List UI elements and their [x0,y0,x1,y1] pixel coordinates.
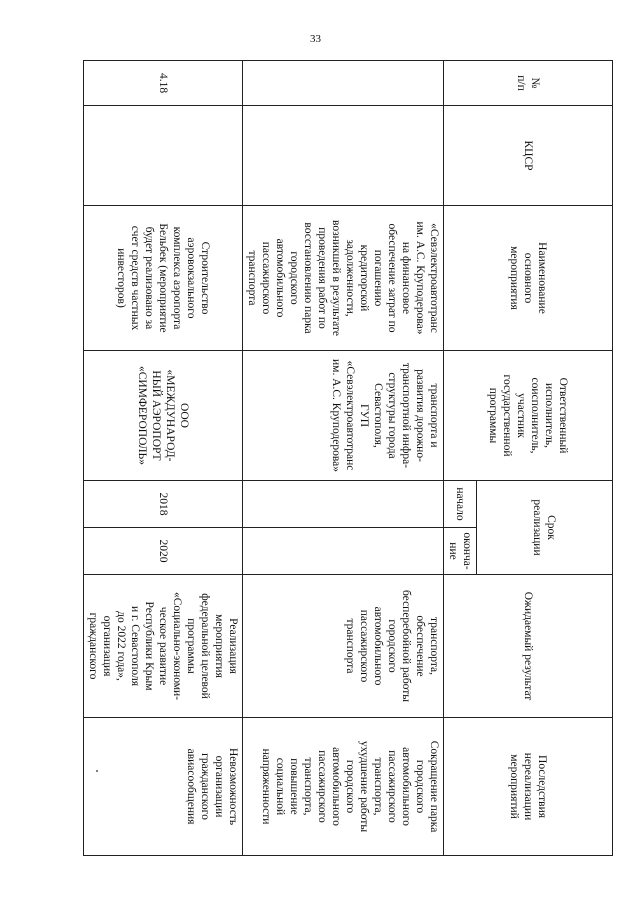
row-num: 4.18 [84,61,243,106]
header-term: Срок реализации [477,481,613,575]
table-row [84,61,243,856]
header-end: оконча- ние [444,528,477,575]
row-kcsr [84,106,243,206]
page-number: 33 [310,33,321,45]
rotated-table-container [87,60,613,855]
header-executor: Ответственный исполнитель, соисполнитель, участник государственной программы [444,351,613,481]
header-consequences: Последствия нереализации мероприятий [444,718,613,856]
header-name: Наименование основного мероприятия [444,206,613,351]
row-consequences: Невозможность организации гражданского авиасообщения [84,718,243,856]
row-result: Реализация мероприятия федеральной целевой программы «Социально-экономи- ческое развитие Республики Крым и г. Севастополя до 2022 года», организация гражданского [84,575,243,718]
row-name: Строительство аэровокзального комплекса аэропорта Бельбек (мероприятие будет реализовано за счет средств частных инвесторов) [84,206,243,351]
header-row [477,61,613,856]
row-executor: транспорта и развития дорожно- транспортной инфра- структуры города Севастополя, ГУП «Севэлектроавтотранс им. А.С. Круподерова» [243,351,444,481]
row-start: 2018 [84,481,243,528]
row-name: «Севэлектроавтотранс им. А.С. Круподерова» на финансовое обеспечение затрат по погашению кредиторской задолженности, возникшей в результате проведения работ по восстановлению парка городского автомобильного пассажирского транспорта [243,206,444,351]
table-row [243,61,444,856]
header-result: Ожидаемый результат [444,575,613,718]
program-measures-table [83,60,613,856]
program-table-wrapper [87,60,613,855]
row-end [243,528,444,575]
header-num: № п/п [444,61,613,106]
row-consequences: Сокращение парка городского автомобильного пассажирского транспорта, ухудшение работы городского автомобильного пассажирского транспорта, повышение социальной напряженности [243,718,444,856]
row-num [243,61,444,106]
row-kcsr [243,106,444,206]
row-executor: ООО «МЕЖДУНАРОД- НЫЙ АЭРОПОРТ «СИМФЕРОПОЛЬ» [84,351,243,481]
row-start [243,481,444,528]
row-result: транспорта, обеспечение бесперебойной работы городского автомобильного пассажирского транспорта [243,575,444,718]
header-kcsr: КЦСР [444,106,613,206]
row-end: 2020 [84,528,243,575]
header-start: начало [444,481,477,528]
